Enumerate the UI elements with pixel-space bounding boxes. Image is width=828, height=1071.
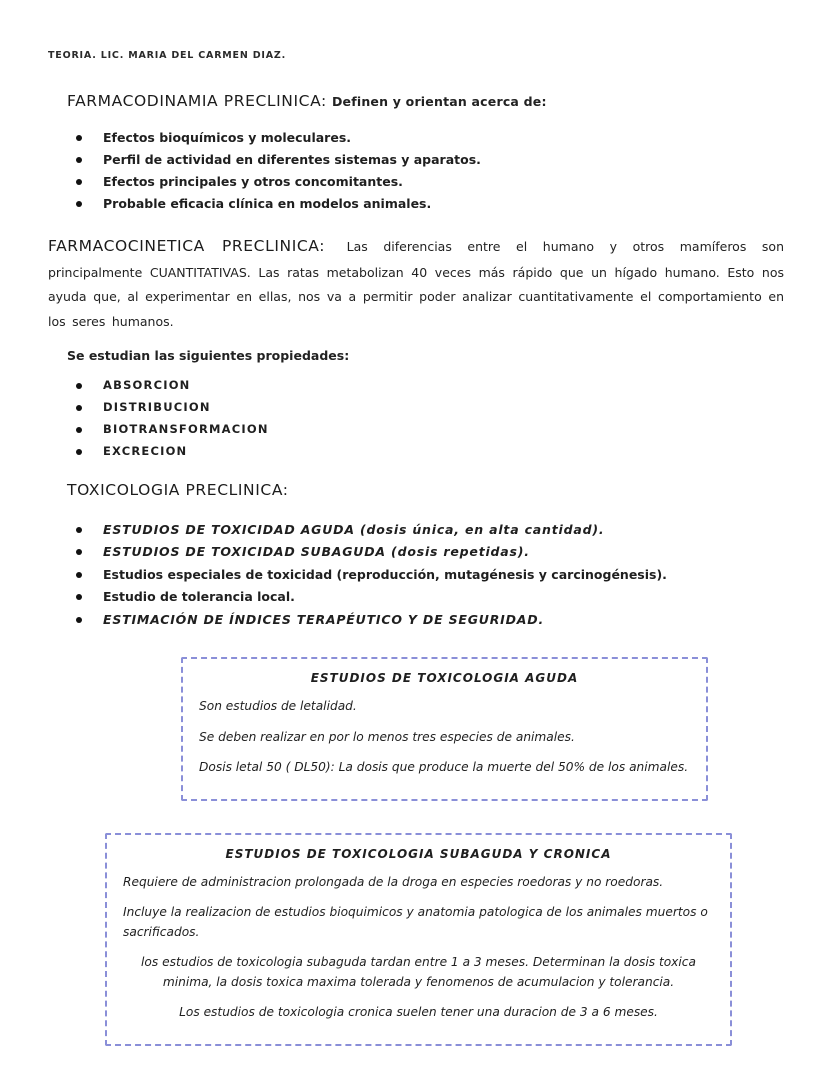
list-item: ESTUDIOS DE TOXICIDAD AGUDA (dosis única, en alta cantidad). (76, 519, 784, 542)
toxicologia-bullet-list (76, 519, 784, 632)
section-toxicologia (48, 478, 784, 631)
toxicologia-subaguda-box (105, 833, 732, 1046)
list-item: Efectos bioquímicos y moleculares. (76, 127, 784, 149)
document-author-header: TEORIA. LIC. MARIA DEL CARMEN DIAZ. (48, 50, 286, 61)
farmacocinetica-body: Las diferencias entre el humano y otros mamíferos son principalmente CUANTITATIVAS. Las ratas metabolizan 40 veces más rápido que un hígado humano. Esto nos ayuda que, al experimentar en ellas, nos va a permitir poder analizar cuantitativamente el comportamiento en los seres humanos. (48, 238, 784, 329)
box-line: los estudios de toxicologia subaguda tardan entre 1 a 3 meses. Determinan la dosis toxica minima, la dosis toxica maxima tolerada y fenomenos de acumulacion y tolerancia. (141, 955, 696, 989)
list-item: Perfil de actividad en diferentes sistemas y aparatos. (76, 149, 784, 171)
box-line: Se deben realizar en por lo menos tres especies de animales. (199, 729, 575, 744)
list-item: Probable eficacia clínica en modelos animales. (76, 193, 784, 215)
toxicologia-heading: TOXICOLOGIA PRECLINICA: (67, 481, 289, 500)
box-line: Los estudios de toxicologia cronica suelen tener una duracion de 3 a 6 meses. (179, 1005, 658, 1020)
box-line: Requiere de administracion prolongada de la droga en especies roedoras y no roedoras. (123, 874, 664, 889)
properties-intro: Se estudian las siguientes propiedades: (67, 348, 350, 364)
list-item: Estudios especiales de toxicidad (reproducción, mutagénesis y carcinogénesis). (76, 564, 784, 587)
farmacodinamia-intro: Definen y orientan acerca de: (331, 94, 547, 109)
farmacocinetica-heading: FARMACOCINETICA PRECLINICA: (48, 236, 326, 255)
farmacocinetica-paragraph (48, 231, 784, 334)
farmacodinamia-bullet-list (76, 127, 784, 215)
box-line: Son estudios de letalidad. (199, 699, 357, 714)
list-item: ESTUDIOS DE TOXICIDAD SUBAGUDA (dosis repetidas). (76, 541, 784, 564)
farmacodinamia-heading-line (67, 89, 784, 113)
toxicologia-aguda-box (181, 657, 708, 801)
list-item: EXCRECION (76, 441, 784, 463)
properties-bullet-list (76, 375, 784, 462)
list-item: DISTRIBUCION (76, 397, 784, 419)
list-item: ABSORCION (76, 375, 784, 397)
farmacodinamia-heading: FARMACODINAMIA PRECLINICA: (67, 92, 327, 110)
list-item: Efectos principales y otros concomitantes. (76, 171, 784, 193)
box-line: Dosis letal 50 ( DL50): La dosis que produce la muerte del 50% de los animales. (199, 760, 689, 775)
section-farmacocinetica (48, 231, 784, 463)
toxicologia-aguda-box-title: ESTUDIOS DE TOXICOLOGIA AGUDA (310, 671, 579, 686)
toxicologia-heading-line (67, 478, 784, 502)
section-farmacodinamia (48, 89, 784, 215)
toxicologia-subaguda-box-title: ESTUDIOS DE TOXICOLOGIA SUBAGUDA Y CRONICA (225, 846, 612, 861)
list-item: Estudio de tolerancia local. (76, 586, 784, 609)
list-item: BIOTRANSFORMACION (76, 419, 784, 441)
list-item: ESTIMACIÓN DE ÍNDICES TERAPÉUTICO Y DE SEGURIDAD. (76, 609, 784, 632)
box-line: Incluye la realizacion de estudios bioquimicos y anatomia patologica de los animales muertos o sacrificados. (123, 905, 708, 939)
